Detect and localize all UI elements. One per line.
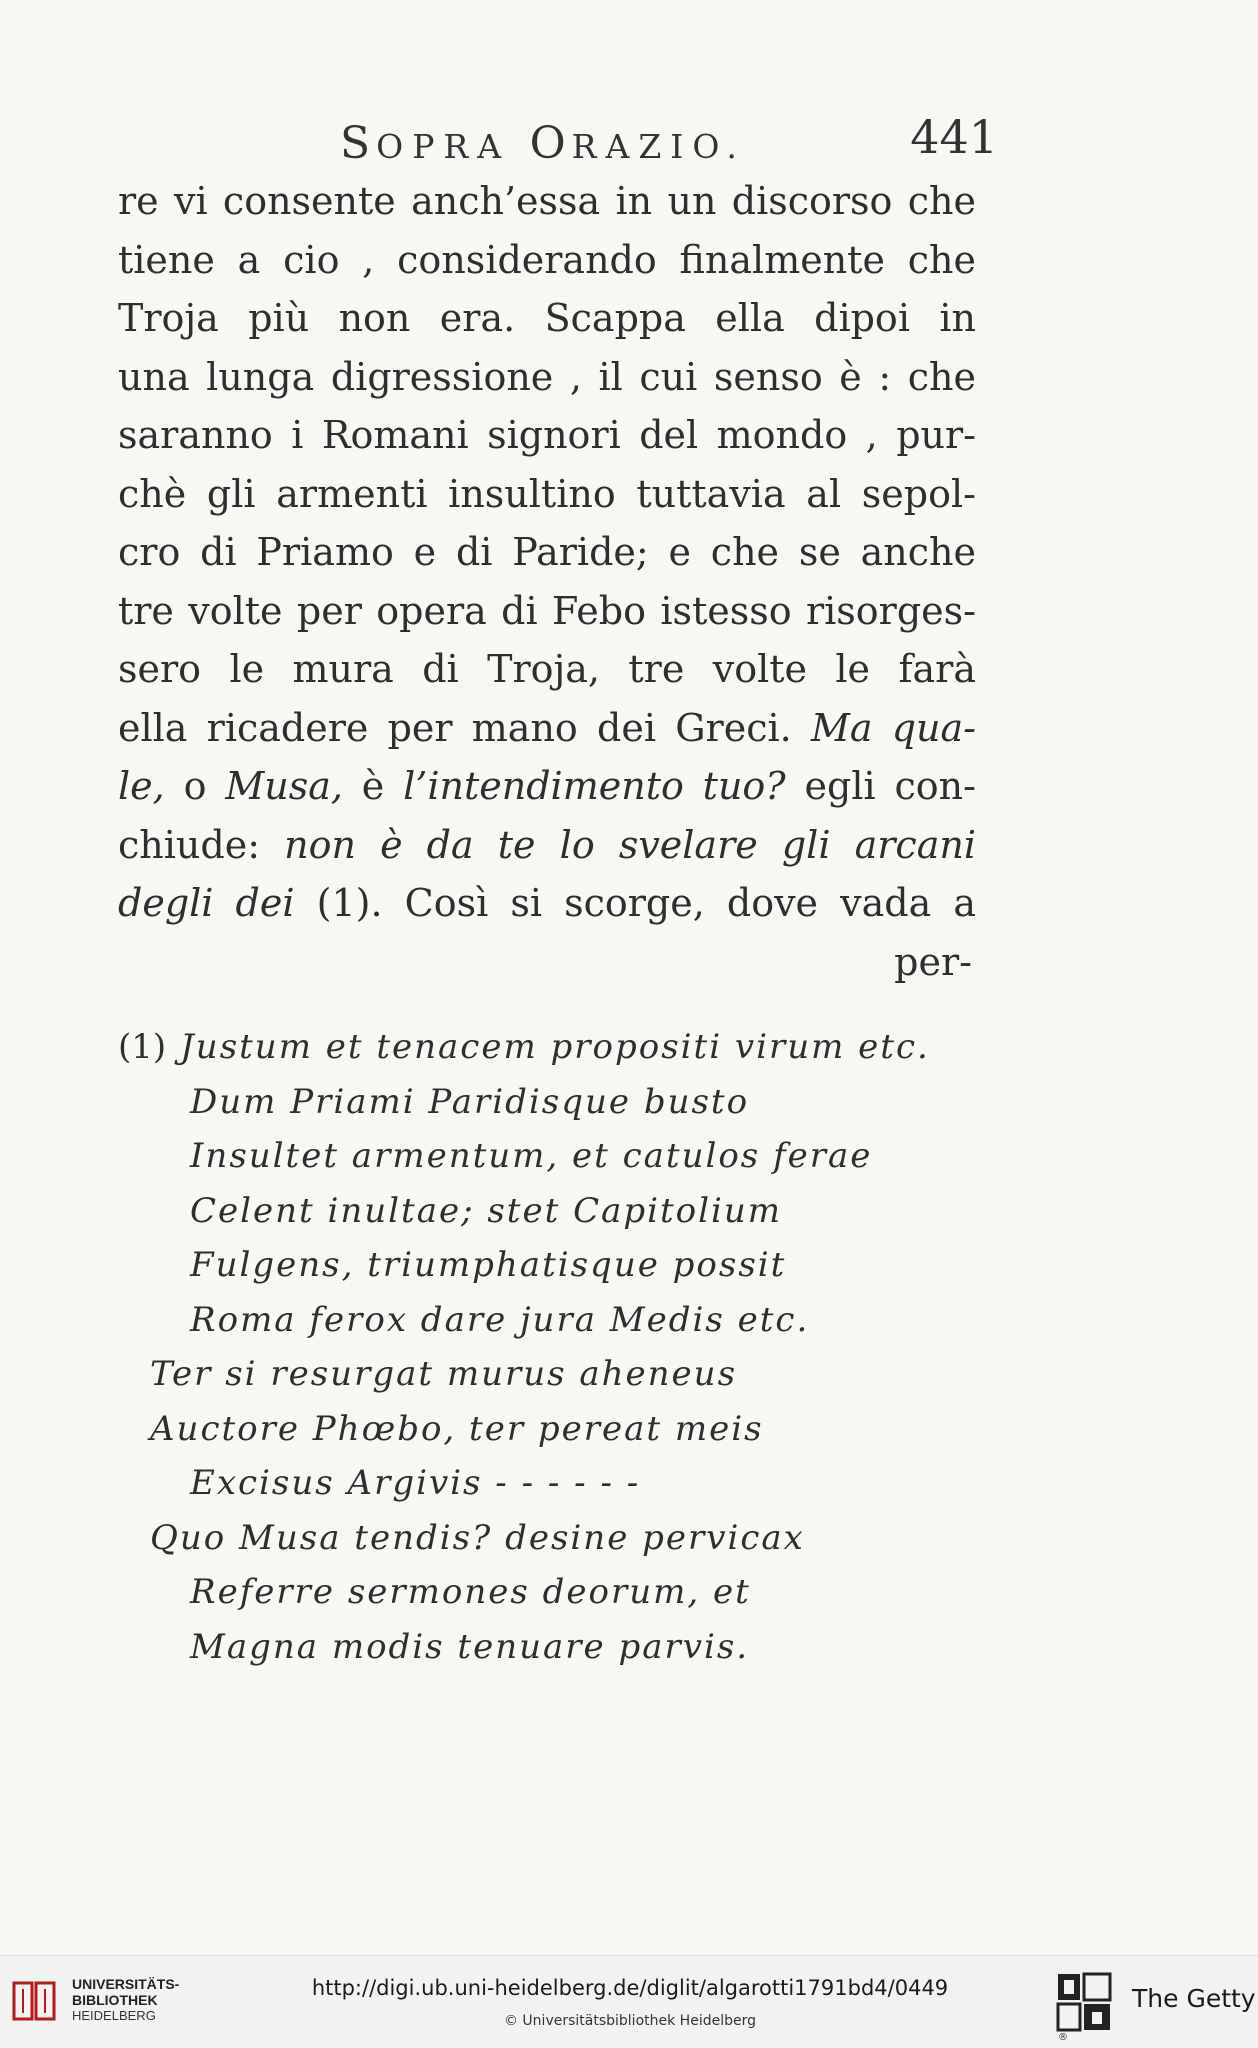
permalink-url[interactable]: http://digi.ub.uni-heidelberg.de/diglit/algarotti1791bd4/0449	[311, 1976, 949, 2000]
body-text	[118, 172, 976, 991]
body-line: sero le mura di Troja, tre volte le farà	[118, 647, 976, 691]
footnote-line: Referre sermones deorum, et	[190, 1572, 751, 1612]
body-text-span: o	[164, 764, 226, 808]
copyright-notice: © Universitätsbibliothek Heidelberg	[503, 2013, 756, 2029]
getty-logo-icon	[1056, 1972, 1112, 2032]
getty-registered-mark: ®	[1058, 2032, 1068, 2043]
body-italic-span: degli dei	[118, 881, 295, 925]
footnote-line: Auctore Phœbo, ter pereat meis	[150, 1408, 764, 1449]
body-text-span: egli con-	[785, 764, 976, 808]
body-line: re vi consente anch’essa in un discorso che	[118, 179, 976, 223]
running-head-word-2: RAZIO.	[571, 127, 746, 166]
body-text-span: è	[342, 764, 404, 808]
body-line: Troja più non era. Scappa ella dipoi in	[118, 296, 976, 340]
body-italic-span: Ma qua-	[810, 705, 977, 750]
footnote-line: Quo Musa tendis? desine pervicax	[150, 1517, 805, 1558]
library-city: HEIDELBERG	[72, 2008, 156, 2023]
body-line	[118, 816, 976, 875]
running-head-initial-2: O	[529, 118, 572, 169]
footnote-line: Celent inultae; stet Capitolium	[190, 1190, 783, 1231]
body-line: saranno i Romani signori del mondo , pur-	[118, 413, 976, 457]
library-name	[72, 1976, 179, 2024]
body-line: una lunga digressione , il cui senso è : che	[118, 354, 976, 399]
library-name-line1: UNIVERSITÄTS-	[72, 1976, 180, 1992]
footnote-text: Justum et tenacem propositi virum etc.	[180, 1027, 930, 1067]
body-line: chè gli armenti insultino tuttavia al sepol-	[118, 471, 976, 516]
body-line: tre volte per opera di Febo istesso risorges-	[118, 588, 976, 633]
footnote-line: Roma ferox dare jura Medis etc.	[190, 1299, 810, 1340]
footnote-line: Fulgens, triumphatisque possit	[190, 1245, 787, 1285]
page-number: 441	[910, 110, 998, 164]
running-head	[340, 118, 746, 169]
body-italic-span: l’intendimento tuo?	[403, 764, 786, 808]
body-line	[118, 757, 976, 816]
body-italic-span: le,	[118, 764, 165, 808]
body-italic-span: Musa,	[225, 764, 343, 808]
running-head-word-1: OPRA	[376, 127, 511, 166]
footnote-line	[118, 1020, 998, 1075]
footer-bar	[0, 1955, 1258, 2048]
footnote	[118, 1020, 998, 1674]
footnote-line: Dum Priami Paridisque busto	[190, 1081, 750, 1122]
body-line: tiene a cio , considerando finalmente che	[118, 237, 976, 282]
body-text-span: ella ricadere per mano dei Greci.	[118, 705, 792, 750]
footnote-line: Excisus Argivis - - - - - -	[190, 1463, 641, 1503]
body-line: cro di Priamo e di Paride; e che se anche	[118, 530, 976, 574]
library-name-line2: BIBLIOTHEK	[72, 1992, 158, 2008]
catchword: per-	[894, 939, 972, 984]
body-italic-span: non è da te lo svelare gli arcani	[284, 822, 976, 867]
body-text-span: chiude:	[118, 822, 285, 867]
body-line	[118, 874, 976, 933]
university-library-logo-icon	[10, 1979, 62, 2023]
footnote-mark: (1)	[118, 1027, 167, 1067]
running-head-initial-1: S	[340, 118, 377, 169]
footnote-line: Magna modis tenuare parvis.	[190, 1626, 750, 1667]
body-line	[118, 699, 976, 758]
body-text-span: (1). Così si scorge, dove vada a	[294, 881, 976, 925]
footnote-line: Insultet armentum, et catulos ferae	[190, 1136, 873, 1176]
footnote-line: Ter si resurgat murus aheneus	[150, 1354, 738, 1394]
getty-name: The Getty	[1132, 1984, 1256, 2013]
